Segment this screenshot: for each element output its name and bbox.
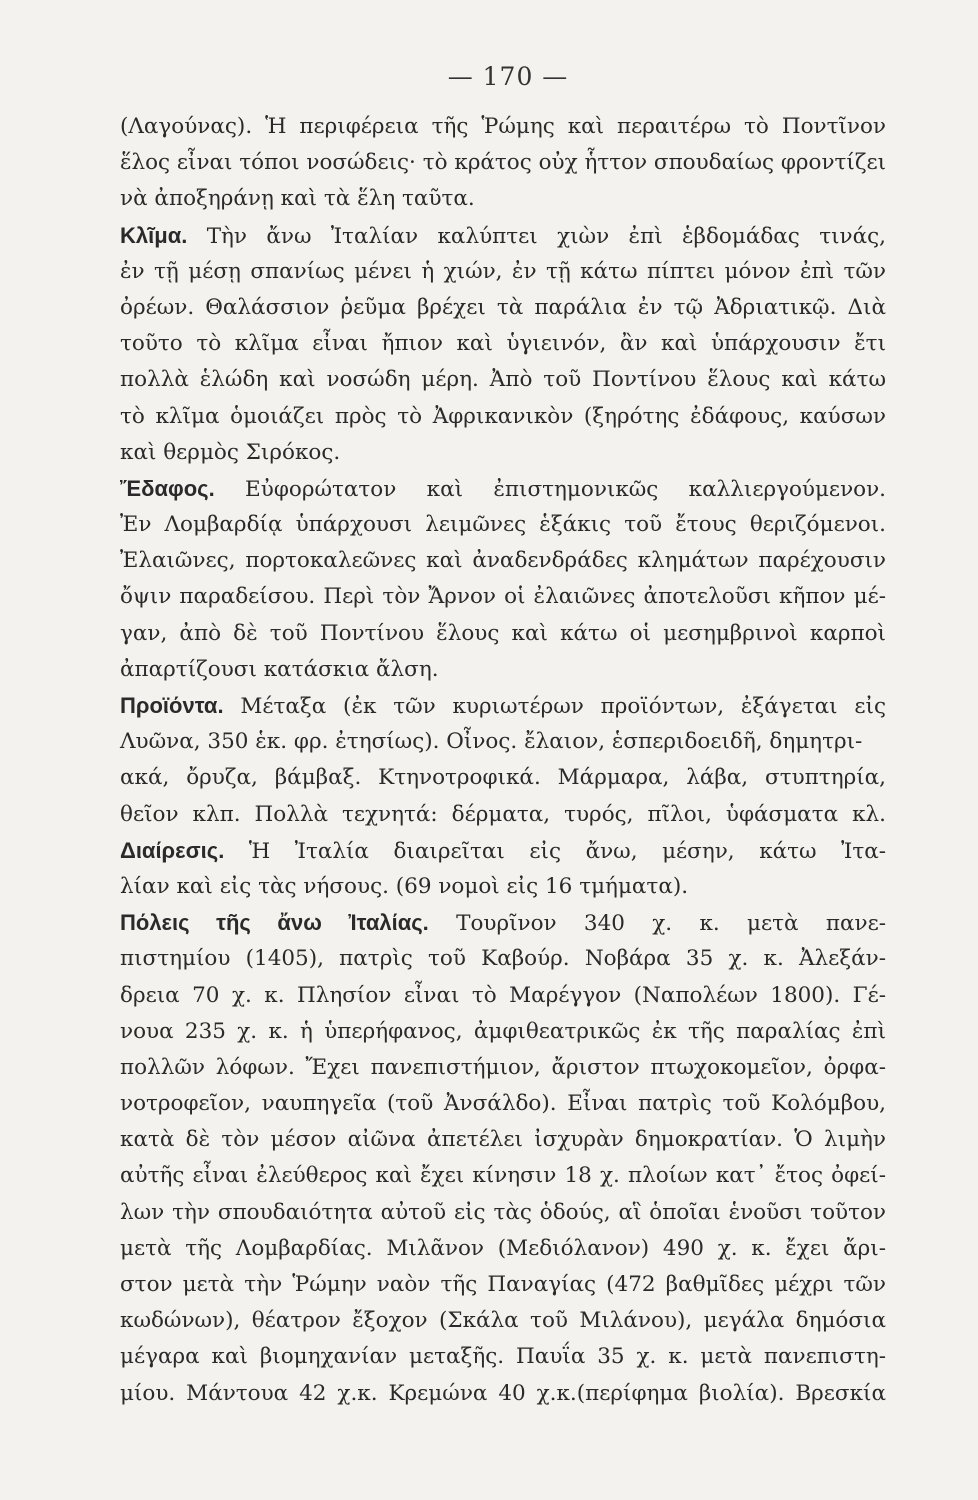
text-line bbox=[120, 869, 886, 905]
text-line bbox=[120, 1339, 886, 1375]
text-line bbox=[120, 543, 886, 579]
text-line bbox=[120, 1303, 886, 1339]
line-text: Εὐφορώτατον καὶ ἐπιστημονικῶς καλλιεργούμενον. bbox=[214, 476, 886, 502]
text-line bbox=[120, 616, 886, 652]
text-line bbox=[120, 471, 886, 507]
line-text: Τουρῖνον 340 χ. κ. μετὰ πανε- bbox=[428, 911, 886, 937]
text-line bbox=[120, 724, 886, 760]
text-line bbox=[120, 579, 886, 615]
text-line bbox=[120, 1050, 886, 1086]
line-text: νουα 235 χ. κ. ἡ ὑπερήφανος, ἀμφιθεατρικῶς ἐκ τῆς παραλίας ἐπὶ bbox=[120, 1018, 886, 1044]
line-text: (Λαγούνας). Ἡ περιφέρεια τῆς Ῥώμης καὶ περαιτέρω τὸ Ποντῖνον bbox=[120, 114, 886, 139]
text-line bbox=[120, 760, 886, 796]
line-text: Ἐλαιῶνες, πορτοκαλεῶνες καὶ ἀναδενδράδες κλημάτων παρέχουσιν bbox=[120, 548, 886, 574]
section-heading: Προϊόντα. bbox=[120, 693, 224, 718]
line-text: δρεια 70 χ. κ. Πλησίον εἶναι τὸ Μαρέγγον (Ναπολέων 1800). Γέ- bbox=[120, 982, 886, 1008]
text-line bbox=[120, 1231, 886, 1267]
text-line bbox=[120, 435, 886, 471]
section-heading: Ἔδαφος. bbox=[120, 475, 215, 501]
text-line bbox=[120, 1158, 886, 1194]
line-text: μίου. Μάντουα 42 χ.κ. Κρεμώνα 40 χ.κ.(περίφημα βιολία). Βρεσκία bbox=[120, 1380, 886, 1406]
text-line bbox=[120, 181, 886, 217]
line-text: νοτροφεῖον, ναυπηγεῖα (τοῦ Ἀνσάλδο). Εἶναι πατρὶς τοῦ Κολόμβου, bbox=[120, 1091, 886, 1117]
text-line bbox=[120, 109, 886, 145]
line-text: θεῖον κλπ. Πολλὰ τεχνητά: δέρματα, τυρός, πῖλοι, ὑφάσματα κλ. bbox=[120, 801, 886, 827]
text-line bbox=[120, 941, 886, 977]
section-heading: Πόλεις τῆς ἄνω Ἰταλίας. bbox=[120, 910, 429, 936]
line-text: ἐν τῇ μέσῃ σπανίως μένει ἡ χιών, ἐν τῇ κάτω πίπτει μόνον ἐπὶ τῶν bbox=[120, 258, 886, 284]
page-number: — 170 — bbox=[447, 62, 569, 91]
line-text: στον μετὰ τὴν Ῥώμην ναὸν τῆς Παναγίας (472 βαθμῖδες μέχρι τῶν bbox=[120, 1272, 886, 1297]
line-text: ακά, ὄρυζα, βάμβαξ. Κτηνοτροφικά. Μάρμαρα, λάβα, στυπτηρία, bbox=[120, 765, 886, 791]
text-line bbox=[120, 797, 886, 833]
line-text: πολλῶν λόφων. Ἔχει πανεπιστήμιον, ἄριστον πτωχοκομεῖον, ὀρφα- bbox=[120, 1054, 886, 1080]
text-line bbox=[120, 905, 886, 941]
line-text: γαν, ἀπὸ δὲ τοῦ Ποντίνου ἕλους καὶ κάτω οἱ μεσημβρινοὶ καρποὶ bbox=[120, 620, 886, 646]
text-line bbox=[120, 652, 886, 688]
line-text: Ἡ Ἰταλία διαιρεῖται εἰς ἄνω, μέσην, κάτω Ἰτα- bbox=[224, 838, 886, 864]
text-line bbox=[120, 1267, 886, 1303]
section-heading: Κλῖμα. bbox=[120, 222, 188, 248]
text-line bbox=[120, 1086, 886, 1122]
text-line bbox=[120, 254, 886, 290]
text-line bbox=[120, 1014, 886, 1050]
line-text: λίαν καὶ εἰς τὰς νήσους. (69 νομοὶ εἰς 16 τμήματα). bbox=[120, 873, 689, 899]
line-text: ὄψιν παραδείσου. Περὶ τὸν Ἄρνον οἱ ἐλαιῶνες ἀποτελοῦσι κῆπον μέ- bbox=[120, 584, 886, 610]
line-text: Μέταξα (ἐκ τῶν κυριωτέρων προϊόντων, ἐξάγεται εἰς bbox=[223, 694, 886, 719]
line-text: μέγαρα καὶ βιομηχανίαν μεταξῆς. Παυΐα 35 χ. κ. μετὰ πανεπιστη- bbox=[120, 1344, 886, 1370]
text-line bbox=[120, 290, 886, 326]
text-line bbox=[120, 1376, 886, 1412]
line-text: Λυῶνα, 350 ἑκ. φρ. ἐτησίως). Οἶνος. ἔλαιον, ἑσπεριδοειδῆ, δημητρι- bbox=[120, 729, 863, 755]
line-text: πιστημίου (1405), πατρὶς τοῦ Καβούρ. Νοβάρα 35 χ. κ. Ἀλεξάν- bbox=[120, 946, 886, 972]
line-text: μετὰ τῆς Λομβαρδίας. Μιλᾶνον (Μεδιόλανον) 490 χ. κ. ἔχει ἄρι- bbox=[120, 1235, 886, 1261]
text-line bbox=[120, 1122, 886, 1158]
line-text: τὸ κλῖμα ὁμοιάζει πρὸς τὸ Ἀφρικανικὸν (ξηρότης ἐδάφους, καύσων bbox=[120, 403, 886, 429]
line-text: κατὰ δὲ τὸν μέσον αἰῶνα ἀπετέλει ἰσχυρὰν δημοκρατίαν. Ὁ λιμὴν bbox=[120, 1127, 886, 1153]
line-text: ἀπαρτίζουσι κατάσκια ἄλση. bbox=[120, 656, 439, 682]
text-line bbox=[120, 399, 886, 435]
text-body bbox=[120, 109, 886, 1412]
text-line bbox=[120, 145, 886, 181]
line-text: πολλὰ ἑλώδη καὶ νοσώδη μέρη. Ἀπὸ τοῦ Ποντίνου ἕλους καὶ κάτω bbox=[120, 367, 886, 393]
text-line bbox=[120, 978, 886, 1014]
line-text: Τὴν ἄνω Ἰταλίαν καλύπτει χιὼν ἐπὶ ἑβδομάδας τινάς, bbox=[187, 223, 886, 249]
text-line bbox=[120, 507, 886, 543]
text-line bbox=[120, 688, 886, 724]
line-text: καὶ θερμὸς Σιρόκος. bbox=[120, 439, 341, 465]
line-text: ὀρέων. Θαλάσσιον ῥεῦμα βρέχει τὰ παράλια ἐν τῷ Ἀδριατικῷ. Διὰ bbox=[120, 294, 886, 320]
line-text: τοῦτο τὸ κλῖμα εἶναι ἤπιον καὶ ὑγιεινόν, ἂν καὶ ὑπάρχουσιν ἔτι bbox=[120, 331, 886, 357]
line-text: κωδώνων), θέατρον ἔξοχον (Σκάλα τοῦ Μιλάνου), μεγάλα δημόσια bbox=[120, 1308, 886, 1334]
text-line bbox=[120, 833, 886, 869]
line-text: ἕλος εἶναι τόποι νοσώδεις· τὸ κράτος οὐχ ἧττον σπουδαίως φροντίζει bbox=[120, 150, 886, 176]
text-line bbox=[120, 362, 886, 398]
text-line bbox=[120, 1195, 886, 1231]
text-line bbox=[120, 218, 886, 254]
line-text: λων τὴν σπουδαιότητα αὐτοῦ εἰς τὰς ὁδούς, αἳ ὁποῖαι ἑνοῦσι τοῦτον bbox=[120, 1199, 886, 1225]
line-text: νὰ ἀποξηράνῃ καὶ τὰ ἕλη ταῦτα. bbox=[120, 186, 475, 212]
section-heading: Διαίρεσις. bbox=[120, 837, 225, 863]
text-line bbox=[120, 326, 886, 362]
line-text: Ἐν Λομβαρδίᾳ ὑπάρχουσι λειμῶνες ἑξάκις τοῦ ἔτους θεριζόμενοι. bbox=[120, 512, 886, 538]
line-text: αὐτῆς εἶναι ἐλεύθερος καὶ ἔχει κίνησιν 18 χ. πλοίων κατ᾽ ἔτος ὀφεί- bbox=[120, 1163, 886, 1189]
